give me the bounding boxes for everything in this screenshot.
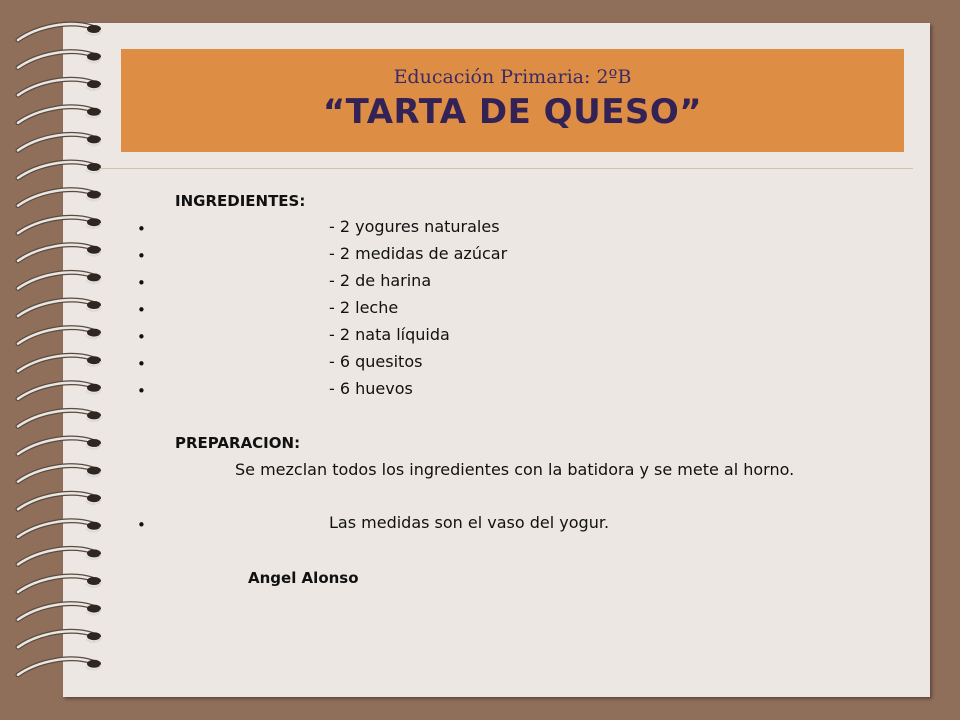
spiral-ring [18,162,101,178]
ingredient-item: - 2 yogures naturales [329,217,500,236]
spiral-ring [18,576,101,592]
bullet-icon: • [137,301,146,319]
spiral-ring [18,272,101,288]
author-name: Angel Alonso [248,569,359,587]
spiral-ring [18,79,101,95]
spiral-ring [18,190,101,206]
spiral-ring [18,217,101,233]
spiral-ring [18,24,101,40]
spiral-ring [18,300,101,316]
ingredient-item: - 2 medidas de azúcar [329,244,508,263]
page-title: “TARTA DE QUESO” [322,92,703,132]
preparation-heading: PREPARACION: [175,434,301,452]
bullet-icon: • [137,220,146,238]
ingredient-item: - 2 de harina [329,271,432,290]
bullet-icon: • [137,247,146,265]
spiral-ring [18,355,101,371]
bullet-icon: • [137,274,146,292]
spiral-ring [18,410,101,426]
spiral-ring [18,493,101,509]
ingredients-heading: INGREDIENTES: [175,192,306,210]
spiral-ring [18,466,101,482]
spiral-ring [18,383,101,399]
spiral-ring [18,134,101,150]
bullet-icon: • [137,355,146,373]
spiral-ring [18,52,101,68]
spiral-ring [18,659,101,675]
bullet-icon: • [137,382,146,400]
spiral-ring [18,328,101,344]
ingredient-item: - 6 huevos [329,379,413,398]
title-banner [121,49,904,152]
spiral-ring [18,438,101,454]
spiral-ring [18,107,101,123]
ingredient-item: - 6 quesitos [329,352,423,371]
spiral-binding [0,0,120,720]
ingredient-item: - 2 nata líquida [329,325,450,344]
bullet-icon: • [137,328,146,346]
spiral-ring [18,548,101,564]
bullet-icon: • [137,516,146,534]
subtitle: Educación Primaria: 2ºB [393,66,632,88]
spiral-ring [18,631,101,647]
preparation-text: Se mezclan todos los ingredientes con la batidora y se mete al horno. [235,460,795,479]
spiral-ring [18,604,101,620]
divider-line [100,168,913,169]
ingredient-item: - 2 leche [329,298,399,317]
measurement-note: Las medidas son el vaso del yogur. [329,513,610,532]
spiral-ring [18,245,101,261]
spiral-ring [18,521,101,537]
